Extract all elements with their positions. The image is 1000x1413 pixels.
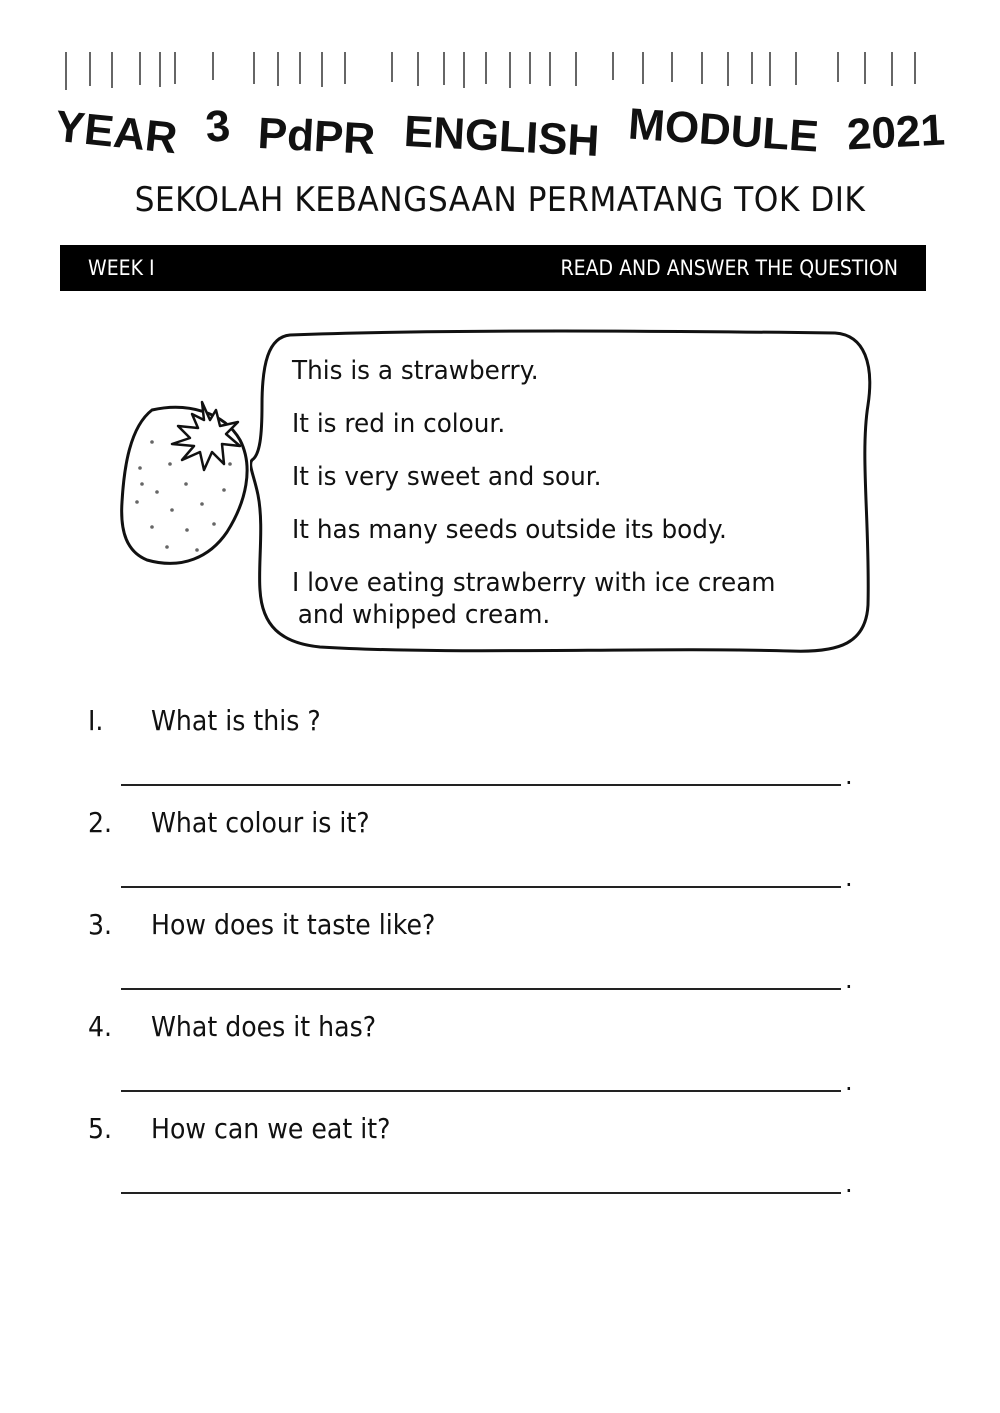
question-text: What is this ? — [151, 704, 321, 737]
title-word: MODULE — [626, 99, 821, 162]
question-item — [88, 802, 888, 904]
question-item — [88, 1006, 888, 1108]
question-text: What does it has? — [151, 1010, 377, 1043]
answer-field[interactable] — [121, 988, 841, 990]
title-word: 2021 — [845, 105, 947, 160]
answer-field[interactable] — [121, 1192, 841, 1194]
answer-field[interactable] — [121, 784, 841, 786]
title-word: PdPR — [257, 108, 377, 165]
question-text: How does it taste like? — [151, 908, 436, 941]
answer-period: . — [845, 864, 853, 892]
instruction-banner — [60, 245, 926, 291]
question-list — [88, 700, 888, 1210]
passage-line: This is a strawberry. — [292, 356, 539, 386]
title-banner — [0, 40, 1000, 167]
question-number: 2. — [88, 806, 113, 839]
page-title — [52, 99, 947, 167]
title-word: ENGLISH — [402, 106, 601, 167]
strawberry-icon — [112, 392, 262, 572]
passage-line: It is very sweet and sour. — [292, 462, 602, 492]
question-number: 4. — [88, 1010, 113, 1043]
answer-field[interactable] — [121, 886, 841, 888]
passage-line: I love eating strawberry with ice cream — [292, 568, 776, 598]
title-word: 3 — [203, 101, 232, 152]
title-word: YEAR — [52, 101, 180, 164]
answer-period: . — [845, 1170, 853, 1198]
answer-period: . — [845, 762, 853, 790]
question-item — [88, 700, 888, 802]
question-number: I. — [88, 704, 104, 737]
question-number: 5. — [88, 1112, 113, 1145]
school-name: SEKOLAH KEBANGSAAN PERMATANG TOK DIK — [134, 180, 866, 220]
passage-line: It has many seeds outside its body. — [292, 515, 727, 545]
answer-period: . — [845, 1068, 853, 1096]
question-item — [88, 904, 888, 1006]
passage-line: and whipped cream. — [297, 600, 551, 630]
answer-field[interactable] — [121, 1090, 841, 1092]
question-item — [88, 1108, 888, 1210]
question-number: 3. — [88, 908, 113, 941]
week-label: WEEK I — [88, 256, 155, 280]
question-text: How can we eat it? — [151, 1112, 391, 1145]
passage-line: It is red in colour. — [292, 409, 506, 439]
answer-period: . — [845, 966, 853, 994]
question-text: What colour is it? — [151, 806, 370, 839]
instruction-label: READ AND ANSWER THE QUESTION — [560, 256, 898, 280]
passage-text — [292, 345, 862, 630]
